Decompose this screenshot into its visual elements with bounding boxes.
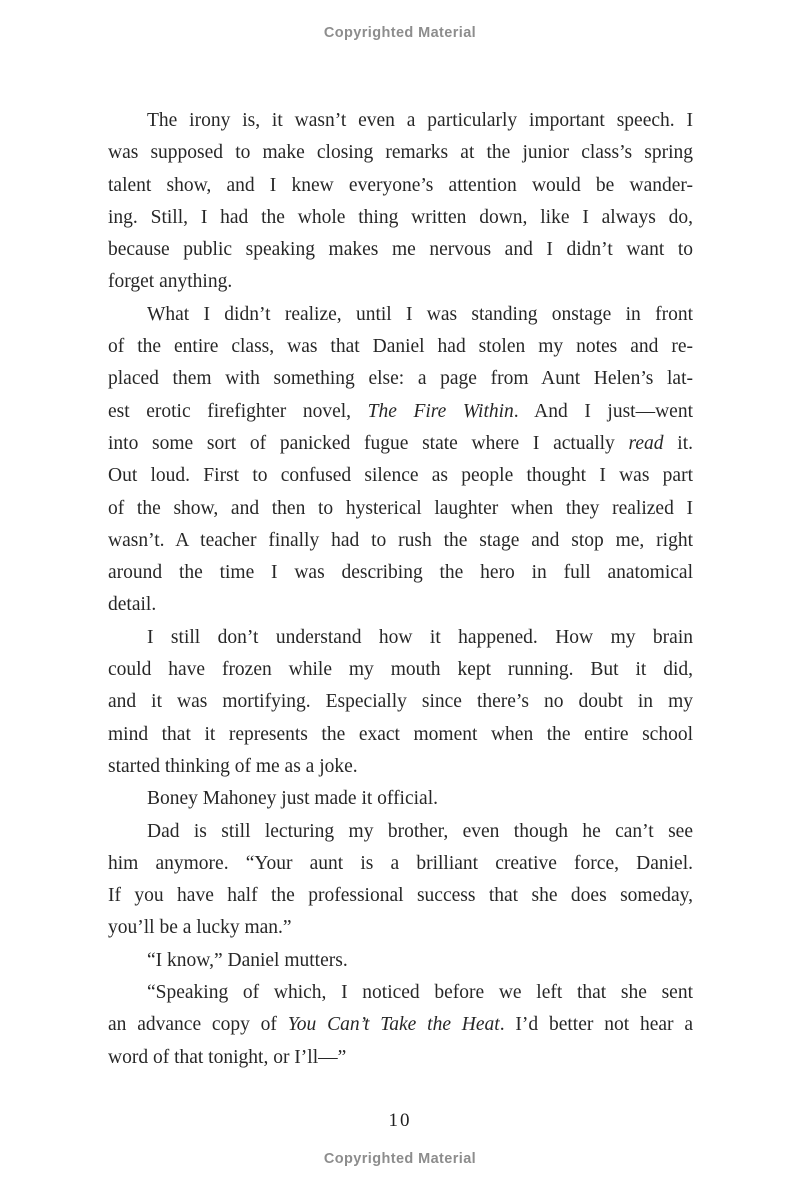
text-segment: est erotic firefighter novel, bbox=[108, 400, 368, 422]
text-line bbox=[108, 557, 693, 589]
text-segment: Out loud. First to confused silence as people thought I was part bbox=[108, 465, 693, 487]
text-line bbox=[108, 299, 693, 331]
text-line bbox=[108, 848, 693, 880]
text-line bbox=[108, 493, 693, 525]
text-segment: him anymore. “Your aunt is a brilliant creative force, Daniel. bbox=[108, 852, 693, 874]
paragraph bbox=[108, 816, 693, 945]
text-line bbox=[108, 912, 693, 944]
paragraph bbox=[108, 622, 693, 783]
text-line bbox=[108, 202, 693, 234]
text-line bbox=[108, 816, 693, 848]
text-segment: of the show, and then to hysterical laughter when they realized I bbox=[108, 497, 693, 519]
text-segment: If you have half the professional success that she does someday, bbox=[108, 885, 693, 907]
copyright-notice-bottom: Copyrighted Material bbox=[323, 1151, 477, 1167]
text-segment: started thinking of me as a joke. bbox=[108, 755, 358, 777]
text-line bbox=[108, 105, 693, 137]
text-line bbox=[108, 428, 693, 460]
text-line bbox=[108, 589, 693, 621]
text-segment: word of that tonight, or I’ll—” bbox=[108, 1046, 347, 1068]
text-segment: “I know,” Daniel mutters. bbox=[147, 949, 348, 971]
text-line bbox=[108, 686, 693, 718]
text-segment: I still don’t understand how it happened. How my brain bbox=[147, 626, 693, 648]
paragraph bbox=[108, 783, 693, 815]
text-line bbox=[108, 137, 693, 169]
paragraph bbox=[108, 105, 693, 299]
text-line bbox=[108, 396, 693, 428]
text-segment: around the time I was describing the hero in full anatomical bbox=[108, 562, 693, 584]
text-line bbox=[108, 880, 693, 912]
text-segment: of the entire class, was that Daniel had stolen my notes and re- bbox=[108, 336, 693, 358]
text-segment: ing. Still, I had the whole thing written down, like I always do, bbox=[108, 206, 693, 228]
text-segment: The irony is, it wasn’t even a particularly important speech. I bbox=[147, 110, 693, 131]
text-segment: an advance copy of bbox=[108, 1014, 288, 1036]
paragraph bbox=[108, 977, 693, 1074]
text-segment: could have frozen while my mouth kept running. But it did, bbox=[108, 659, 693, 681]
text-line bbox=[108, 622, 693, 654]
text-segment: wasn’t. A teacher finally had to rush the stage and stop me, right bbox=[108, 529, 693, 551]
text-segment: and it was mortifying. Especially since there’s no doubt in my bbox=[108, 691, 693, 713]
paragraph bbox=[108, 299, 693, 622]
text-segment: placed them with something else: a page from Aunt Helen’s lat- bbox=[108, 368, 693, 390]
text-line bbox=[108, 234, 693, 266]
text-segment: . I’d better not hear a bbox=[499, 1014, 693, 1036]
italic-title-text: The Fire Within bbox=[367, 400, 514, 422]
text-line bbox=[108, 363, 693, 395]
text-segment: “Speaking of which, I noticed before we left that she sent bbox=[147, 982, 693, 1004]
text-segment: it. bbox=[663, 432, 693, 454]
text-line bbox=[108, 331, 693, 363]
italic-title-text: You Can’t Take the Heat bbox=[287, 1014, 500, 1036]
text-segment: into some sort of panicked fugue state where I actually bbox=[108, 432, 629, 454]
copyright-notice-top: Copyrighted Material bbox=[323, 25, 477, 41]
text-segment: forget anything. bbox=[108, 271, 233, 293]
text-line bbox=[108, 1042, 693, 1074]
text-line bbox=[108, 719, 693, 751]
text-segment: Dad is still lecturing my brother, even though he can’t see bbox=[147, 820, 693, 842]
text-segment: you’ll be a lucky man.” bbox=[108, 917, 292, 939]
page-text bbox=[108, 105, 693, 1074]
text-line bbox=[108, 783, 693, 815]
paragraph bbox=[108, 945, 693, 977]
text-segment: talent show, and I knew everyone’s attention would be wander- bbox=[108, 174, 693, 196]
text-segment: Boney Mahoney just made it official. bbox=[147, 788, 438, 810]
page-number: 10 bbox=[388, 1110, 412, 1131]
text-line bbox=[108, 1009, 693, 1041]
text-line bbox=[108, 751, 693, 783]
text-segment: was supposed to make closing remarks at the junior class’s spring bbox=[108, 142, 693, 164]
text-segment: . And I just—went bbox=[513, 400, 693, 422]
text-line bbox=[108, 266, 693, 298]
text-line bbox=[108, 525, 693, 557]
italic-title-text: read bbox=[628, 432, 664, 454]
text-line bbox=[108, 945, 693, 977]
text-line bbox=[108, 460, 693, 492]
text-segment: What I didn’t realize, until I was standing onstage in front bbox=[147, 303, 693, 325]
text-line bbox=[108, 170, 693, 202]
text-segment: detail. bbox=[108, 594, 157, 616]
text-segment: because public speaking makes me nervous and I didn’t want to bbox=[108, 239, 693, 261]
text-segment: mind that it represents the exact moment when the entire school bbox=[108, 723, 693, 745]
text-line bbox=[108, 654, 693, 686]
text-line bbox=[108, 977, 693, 1009]
